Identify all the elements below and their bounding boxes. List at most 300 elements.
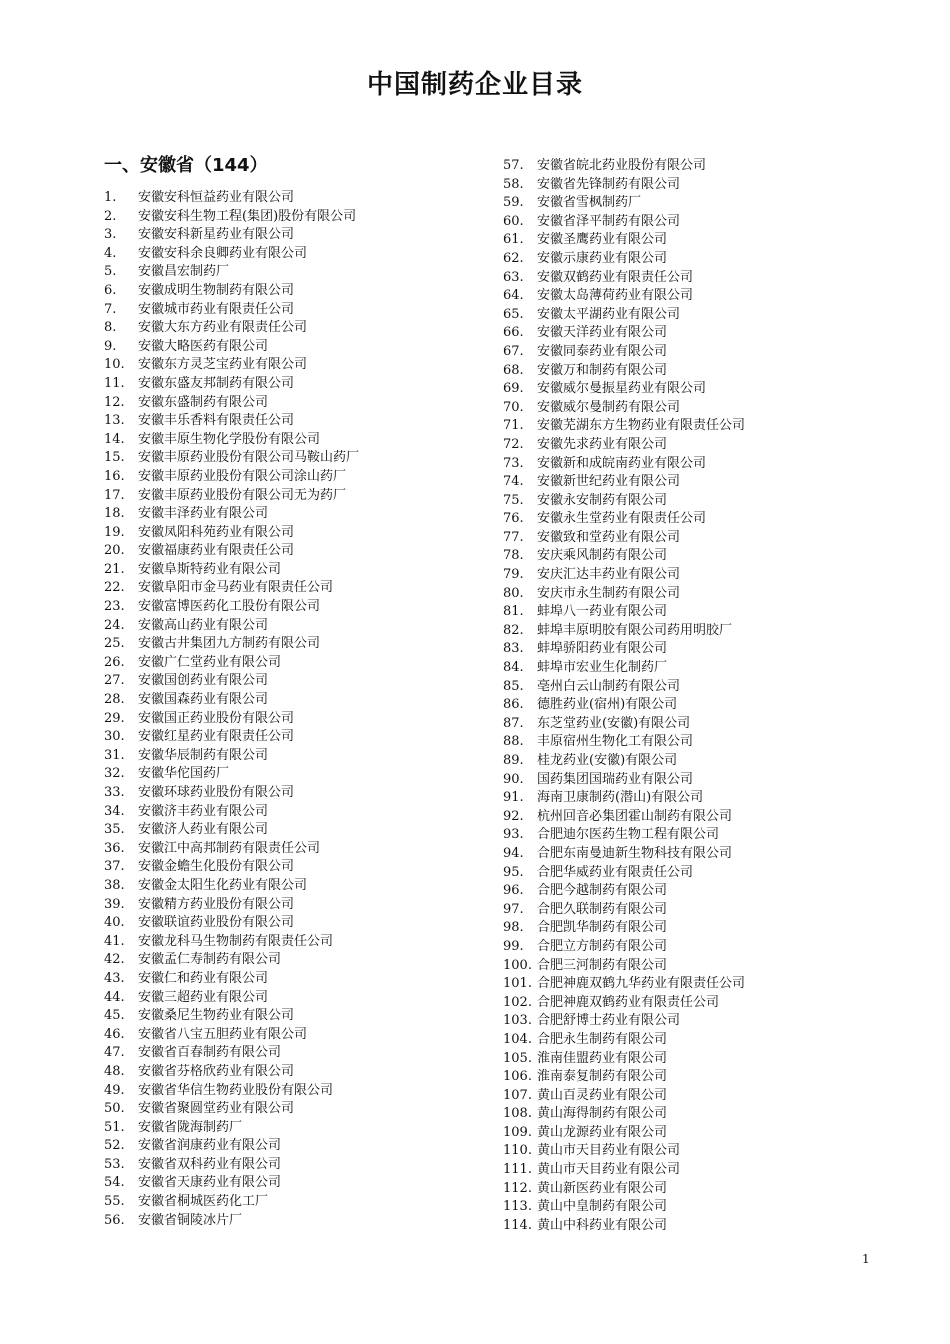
- list-item: [104, 282, 359, 301]
- item-number: 44.: [104, 989, 125, 1005]
- item-number: 60.: [503, 213, 524, 229]
- company-name: 安徽桑尼生物药业有限公司: [138, 1008, 295, 1024]
- list-item: [503, 826, 745, 845]
- company-name: 黄山海得制药有限公司: [537, 1106, 668, 1122]
- item-number: 114.: [503, 1217, 532, 1233]
- list-item: [503, 343, 745, 362]
- item-number: 71.: [503, 418, 524, 434]
- company-name: 安徽省天康药业有限公司: [138, 1175, 282, 1191]
- list-item: [104, 505, 359, 524]
- list-item: [104, 524, 359, 543]
- list-item: [104, 951, 359, 970]
- list-item: [503, 938, 745, 957]
- company-name: 安徽国正药业股份有限公司: [138, 710, 295, 726]
- item-number: 95.: [503, 864, 524, 880]
- item-number: 11.: [104, 375, 125, 391]
- list-item: [104, 1119, 359, 1138]
- item-number: 97.: [503, 901, 524, 917]
- list-item: [104, 263, 359, 282]
- item-number: 18.: [104, 506, 125, 522]
- list-item: [503, 1031, 745, 1050]
- company-name: 安徽昌宏制药厂: [138, 264, 230, 280]
- item-number: 37.: [104, 859, 125, 875]
- company-list-right: [503, 157, 745, 1235]
- list-item: [503, 1105, 745, 1124]
- list-item: [503, 231, 745, 250]
- item-number: 52.: [104, 1138, 125, 1154]
- company-name: 安徽江中高邦制药有限责任公司: [138, 840, 321, 856]
- list-item: [104, 989, 359, 1008]
- company-name: 安庆市永生制药有限公司: [537, 585, 681, 601]
- item-number: 104.: [503, 1031, 532, 1047]
- list-item: [104, 301, 359, 320]
- list-item: [503, 603, 745, 622]
- company-name: 黄山市天目药业有限公司: [537, 1162, 681, 1178]
- list-item: [104, 654, 359, 673]
- item-number: 36.: [104, 840, 125, 856]
- list-item: [503, 752, 745, 771]
- item-number: 3.: [104, 227, 117, 243]
- list-item: [104, 617, 359, 636]
- company-name: 合肥永生制药有限公司: [537, 1031, 668, 1047]
- item-number: 105.: [503, 1050, 532, 1066]
- list-item: [503, 380, 745, 399]
- item-number: 56.: [104, 1212, 125, 1228]
- list-item: [503, 864, 745, 883]
- list-item: [104, 710, 359, 729]
- list-item: [503, 455, 745, 474]
- list-item: [503, 1161, 745, 1180]
- item-number: 59.: [503, 195, 524, 211]
- item-number: 16.: [104, 468, 125, 484]
- list-item: [503, 975, 745, 994]
- list-item: [104, 1174, 359, 1193]
- item-number: 40.: [104, 915, 125, 931]
- company-name: 合肥立方制药有限公司: [537, 938, 668, 954]
- list-item: [503, 306, 745, 325]
- list-item: [503, 1124, 745, 1143]
- item-number: 51.: [104, 1119, 125, 1135]
- list-item: [503, 808, 745, 827]
- company-name: 安徽红星药业有限责任公司: [138, 729, 295, 745]
- list-item: [503, 640, 745, 659]
- company-name: 安徽广仁堂药业有限公司: [138, 654, 282, 670]
- company-name: 安徽太岛薄荷药业有限公司: [537, 288, 694, 304]
- list-item: [104, 691, 359, 710]
- list-item: [104, 933, 359, 952]
- list-item: [503, 1050, 745, 1069]
- item-number: 89.: [503, 753, 524, 768]
- item-number: 4.: [104, 245, 117, 261]
- item-number: 45.: [104, 1008, 125, 1024]
- company-name: 安徽丰原药业股份有限公司无为药厂: [138, 487, 347, 503]
- list-item: [503, 436, 745, 455]
- company-name: 安徽省泽平制药有限公司: [537, 213, 681, 229]
- company-name: 安徽富博医药化工股份有限公司: [138, 599, 321, 615]
- company-name: 安徽东盛制药有限公司: [138, 394, 269, 410]
- item-number: 46.: [104, 1026, 125, 1042]
- list-item: [503, 659, 745, 678]
- company-name: 安徽东盛友邦制药有限公司: [138, 375, 295, 391]
- list-item: [104, 803, 359, 822]
- company-name: 安徽省铜陵冰片厂: [138, 1212, 243, 1228]
- company-name: 亳州白云山制药有限公司: [537, 678, 681, 694]
- company-name: 合肥三河制药有限公司: [537, 957, 668, 973]
- list-item: [503, 213, 745, 232]
- list-item: [104, 449, 359, 468]
- list-item: [503, 492, 745, 511]
- item-number: 50.: [104, 1101, 125, 1117]
- item-number: 86.: [503, 697, 524, 713]
- list-item: [104, 821, 359, 840]
- company-name: 丰原宿州生物化工有限公司: [537, 734, 694, 750]
- company-name: 黄山百灵药业有限公司: [537, 1087, 668, 1103]
- list-item: [104, 1193, 359, 1212]
- item-number: 5.: [104, 264, 117, 280]
- page-number: 1: [862, 1252, 870, 1266]
- list-item: [104, 1100, 359, 1119]
- list-item: [503, 771, 745, 790]
- company-name: 安徽天洋药业有限公司: [537, 325, 668, 341]
- company-name: 安徽致和堂药业有限公司: [537, 529, 681, 545]
- company-name: 安徽大略医药有限公司: [138, 338, 269, 354]
- company-name: 黄山市天目药业有限公司: [537, 1143, 681, 1159]
- company-name: 安徽省芬格欣药业有限公司: [138, 1063, 295, 1079]
- company-name: 安徽丰原药业股份有限公司涂山药厂: [138, 468, 347, 484]
- list-item: [503, 789, 745, 808]
- list-item: [503, 547, 745, 566]
- item-number: 28.: [104, 692, 125, 708]
- company-name: 安徽龙科马生物制药有限责任公司: [138, 933, 334, 949]
- item-number: 13.: [104, 413, 125, 429]
- item-number: 15.: [104, 450, 125, 466]
- list-item: [104, 728, 359, 747]
- item-number: 103.: [503, 1013, 532, 1029]
- list-item: [104, 1212, 359, 1231]
- item-number: 102.: [503, 994, 532, 1010]
- company-name: 淮南佳盟药业有限公司: [537, 1050, 668, 1066]
- item-number: 93.: [503, 827, 524, 843]
- list-item: [104, 858, 359, 877]
- item-number: 110.: [503, 1143, 532, 1159]
- list-item: [503, 510, 745, 529]
- list-item: [104, 375, 359, 394]
- company-name: 安徽省皖北药业股份有限公司: [537, 158, 707, 173]
- company-name: 海南卫康制药(潜山)有限公司: [537, 790, 704, 806]
- list-item: [104, 635, 359, 654]
- item-number: 6.: [104, 282, 117, 298]
- company-name: 安徽孟仁寿制药有限公司: [138, 952, 282, 968]
- item-number: 81.: [503, 604, 524, 620]
- list-item: [503, 1087, 745, 1106]
- company-name: 合肥华威药业有限责任公司: [537, 864, 694, 880]
- company-name: 安徽省聚圆堂药业有限公司: [138, 1101, 295, 1117]
- item-number: 107.: [503, 1087, 532, 1103]
- company-name: 安徽仁和药业有限公司: [138, 970, 269, 986]
- list-item: [503, 473, 745, 492]
- company-name: 安徽省双科药业有限公司: [138, 1156, 282, 1172]
- company-name: 黄山龙源药业有限公司: [537, 1124, 668, 1140]
- item-number: 99.: [503, 938, 524, 954]
- list-item: [104, 245, 359, 264]
- list-item: [503, 399, 745, 418]
- list-item: [503, 417, 745, 436]
- company-name: 蚌埠骄阳药业有限公司: [537, 641, 668, 657]
- company-name: 安徽凤阳科苑药业有限公司: [138, 524, 295, 540]
- company-name: 安徽成明生物制药有限公司: [138, 282, 295, 298]
- company-name: 合肥舒博士药业有限公司: [537, 1013, 681, 1029]
- list-item: [104, 765, 359, 784]
- item-number: 54.: [104, 1175, 125, 1191]
- company-name: 安徽丰原生物化学股份有限公司: [138, 431, 321, 447]
- list-item: [104, 747, 359, 766]
- company-name: 安徽同泰药业有限公司: [537, 343, 668, 359]
- list-item: [104, 338, 359, 357]
- item-number: 113.: [503, 1199, 532, 1215]
- company-name: 安徽三超药业有限公司: [138, 989, 269, 1005]
- company-name: 合肥神鹿双鹤药业有限责任公司: [537, 994, 720, 1010]
- item-number: 70.: [503, 399, 524, 415]
- item-number: 109.: [503, 1124, 532, 1140]
- list-item: [503, 1012, 745, 1031]
- company-name: 安徽济人药业有限公司: [138, 822, 269, 838]
- company-name: 桂龙药业(安徽)有限公司: [537, 753, 678, 768]
- item-number: 43.: [104, 970, 125, 986]
- company-name: 安徽先求药业有限公司: [537, 436, 668, 452]
- company-name: 合肥凯华制药有限公司: [537, 920, 668, 936]
- item-number: 83.: [503, 641, 524, 657]
- item-number: 74.: [503, 474, 524, 490]
- item-number: 31.: [104, 747, 125, 763]
- company-name: 德胜药业(宿州)有限公司: [537, 697, 678, 713]
- item-number: 69.: [503, 381, 524, 397]
- item-number: 80.: [503, 585, 524, 601]
- item-number: 92.: [503, 808, 524, 824]
- item-number: 63.: [503, 269, 524, 285]
- item-number: 1.: [104, 190, 117, 205]
- item-number: 73.: [503, 455, 524, 471]
- company-name: 合肥久联制药有限公司: [537, 901, 668, 917]
- company-name: 安徽安科新星药业有限公司: [138, 227, 295, 243]
- company-name: 安徽国森药业有限公司: [138, 692, 269, 708]
- item-number: 68.: [503, 362, 524, 378]
- item-number: 66.: [503, 325, 524, 341]
- list-item: [104, 970, 359, 989]
- company-name: 安徽城市药业有限责任公司: [138, 301, 295, 317]
- list-item: [104, 598, 359, 617]
- company-name: 蚌埠八一药业有限公司: [537, 604, 668, 620]
- list-item: [503, 1068, 745, 1087]
- list-item: [104, 189, 359, 208]
- item-number: 64.: [503, 288, 524, 304]
- list-item: [503, 994, 745, 1013]
- company-name: 安徽精方药业股份有限公司: [138, 896, 295, 912]
- item-number: 72.: [503, 436, 524, 452]
- list-item: [503, 324, 745, 343]
- item-number: 100.: [503, 957, 532, 973]
- item-number: 39.: [104, 896, 125, 912]
- item-number: 48.: [104, 1063, 125, 1079]
- item-number: 62.: [503, 250, 524, 266]
- item-number: 20.: [104, 543, 125, 559]
- company-name: 淮南泰复制药有限公司: [537, 1069, 668, 1085]
- company-name: 合肥今越制药有限公司: [537, 883, 668, 899]
- list-item: [104, 672, 359, 691]
- list-item: [503, 715, 745, 734]
- company-name: 安徽大东方药业有限责任公司: [138, 320, 308, 336]
- company-name: 安徽环球药业股份有限公司: [138, 785, 295, 800]
- company-name: 安徽示康药业有限公司: [537, 250, 668, 266]
- company-name: 合肥神鹿双鹤九华药业有限责任公司: [537, 976, 746, 992]
- company-name: 安徽联谊药业股份有限公司: [138, 915, 295, 931]
- list-item: [503, 1198, 745, 1217]
- item-number: 30.: [104, 729, 125, 745]
- company-name: 安徽太平湖药业有限公司: [537, 306, 681, 322]
- company-name: 安徽阜阳市金马药业有限责任公司: [138, 580, 334, 596]
- company-name: 安徽省润康药业有限公司: [138, 1138, 282, 1154]
- company-name: 合肥东南曼迪新生物科技有限公司: [537, 845, 733, 861]
- list-item: [104, 877, 359, 896]
- list-item: [104, 226, 359, 245]
- item-number: 32.: [104, 766, 125, 782]
- item-number: 82.: [503, 622, 524, 638]
- company-name: 杭州回音必集团霍山制药有限公司: [537, 808, 733, 824]
- list-item: [503, 1142, 745, 1161]
- company-name: 安徽华佗国药厂: [138, 766, 230, 782]
- list-item: [104, 431, 359, 450]
- company-name: 国药集团国瑞药业有限公司: [537, 771, 694, 787]
- item-number: 23.: [104, 599, 125, 615]
- item-number: 78.: [503, 548, 524, 564]
- item-number: 14.: [104, 431, 125, 447]
- page-title: 中国制药企业目录: [366, 70, 583, 100]
- item-number: 58.: [503, 176, 524, 192]
- item-number: 112.: [503, 1180, 532, 1196]
- list-item: [503, 678, 745, 697]
- item-number: 38.: [104, 877, 125, 893]
- list-item: [503, 529, 745, 548]
- list-item: [104, 412, 359, 431]
- list-item: [104, 208, 359, 227]
- list-item: [104, 356, 359, 375]
- item-number: 98.: [503, 920, 524, 936]
- item-number: 21.: [104, 561, 125, 577]
- list-item: [503, 919, 745, 938]
- company-name: 安徽省百春制药有限公司: [138, 1045, 282, 1061]
- list-item: [503, 566, 745, 585]
- item-number: 49.: [104, 1082, 125, 1098]
- list-item: [503, 901, 745, 920]
- company-name: 安徽金蟾生化股份有限公司: [138, 859, 295, 875]
- company-name: 安徽金太阳生化药业有限公司: [138, 877, 308, 893]
- list-item: [104, 394, 359, 413]
- company-list-left: [104, 189, 359, 1230]
- list-item: [503, 882, 745, 901]
- company-name: 安徽新和成皖南药业有限公司: [537, 455, 707, 471]
- list-item: [104, 784, 359, 803]
- item-number: 29.: [104, 710, 125, 726]
- item-number: 67.: [503, 343, 524, 359]
- item-number: 106.: [503, 1069, 532, 1085]
- company-name: 安徽圣鹰药业有限公司: [537, 232, 668, 248]
- company-name: 安徽万和制药有限公司: [537, 362, 668, 378]
- company-name: 安徽省陇海制药厂: [138, 1119, 243, 1135]
- list-item: [104, 542, 359, 561]
- item-number: 25.: [104, 636, 125, 652]
- company-name: 安庆乘风制药有限公司: [537, 548, 668, 564]
- company-name: 安徽永安制药有限公司: [537, 492, 668, 508]
- company-name: 安徽省八宝五胆药业有限公司: [138, 1026, 308, 1042]
- item-number: 57.: [503, 158, 524, 173]
- list-item: [104, 1026, 359, 1045]
- item-number: 35.: [104, 822, 125, 838]
- list-item: [104, 840, 359, 859]
- company-name: 安徽省华信生物药业股份有限公司: [138, 1082, 334, 1098]
- item-number: 84.: [503, 660, 524, 676]
- company-name: 安徽国创药业有限公司: [138, 673, 269, 689]
- list-item: [503, 1217, 745, 1236]
- list-item: [503, 157, 745, 176]
- list-item: [503, 957, 745, 976]
- item-number: 55.: [104, 1194, 125, 1210]
- item-number: 33.: [104, 785, 125, 800]
- item-number: 87.: [503, 715, 524, 731]
- section-heading: 一、安徽省（144）: [104, 155, 268, 176]
- company-name: 安徽东方灵芝宝药业有限公司: [138, 357, 308, 373]
- list-item: [503, 622, 745, 641]
- company-name: 安徽省桐城医药化工厂: [138, 1194, 269, 1210]
- company-name: 安徽丰原药业股份有限公司马鞍山药厂: [138, 450, 360, 466]
- item-number: 91.: [503, 790, 524, 806]
- item-number: 19.: [104, 524, 125, 540]
- item-number: 108.: [503, 1106, 532, 1122]
- list-item: [104, 487, 359, 506]
- list-item: [503, 585, 745, 604]
- item-number: 85.: [503, 678, 524, 694]
- company-name: 安徽威尔曼制药有限公司: [537, 399, 681, 415]
- company-name: 蚌埠市宏业生化制药厂: [537, 660, 668, 676]
- company-name: 安徽济丰药业有限公司: [138, 803, 269, 819]
- company-name: 安徽安科生物工程(集团)股份有限公司: [138, 208, 357, 224]
- company-name: 安徽华辰制药有限公司: [138, 747, 269, 763]
- item-number: 7.: [104, 301, 117, 317]
- company-name: 黄山中皇制药有限公司: [537, 1199, 668, 1215]
- item-number: 12.: [104, 394, 125, 410]
- list-item: [104, 1156, 359, 1175]
- company-name: 安徽新世纪药业有限公司: [537, 474, 681, 490]
- list-item: [503, 287, 745, 306]
- item-number: 34.: [104, 803, 125, 819]
- list-item: [503, 845, 745, 864]
- list-item: [503, 176, 745, 195]
- list-item: [104, 1082, 359, 1101]
- company-name: 安徽威尔曼振星药业有限公司: [537, 381, 707, 397]
- list-item: [104, 914, 359, 933]
- item-number: 10.: [104, 357, 125, 373]
- list-item: [503, 733, 745, 752]
- item-number: 9.: [104, 338, 117, 354]
- company-name: 合肥迪尔医药生物工程有限公司: [537, 827, 720, 843]
- item-number: 111.: [503, 1162, 532, 1178]
- item-number: 96.: [503, 883, 524, 899]
- item-number: 8.: [104, 320, 117, 336]
- company-name: 安徽双鹤药业有限责任公司: [537, 269, 694, 285]
- item-number: 47.: [104, 1045, 125, 1061]
- item-number: 101.: [503, 976, 532, 992]
- company-name: 安徽古井集团九方制药有限公司: [138, 636, 321, 652]
- list-item: [104, 579, 359, 598]
- list-item: [503, 696, 745, 715]
